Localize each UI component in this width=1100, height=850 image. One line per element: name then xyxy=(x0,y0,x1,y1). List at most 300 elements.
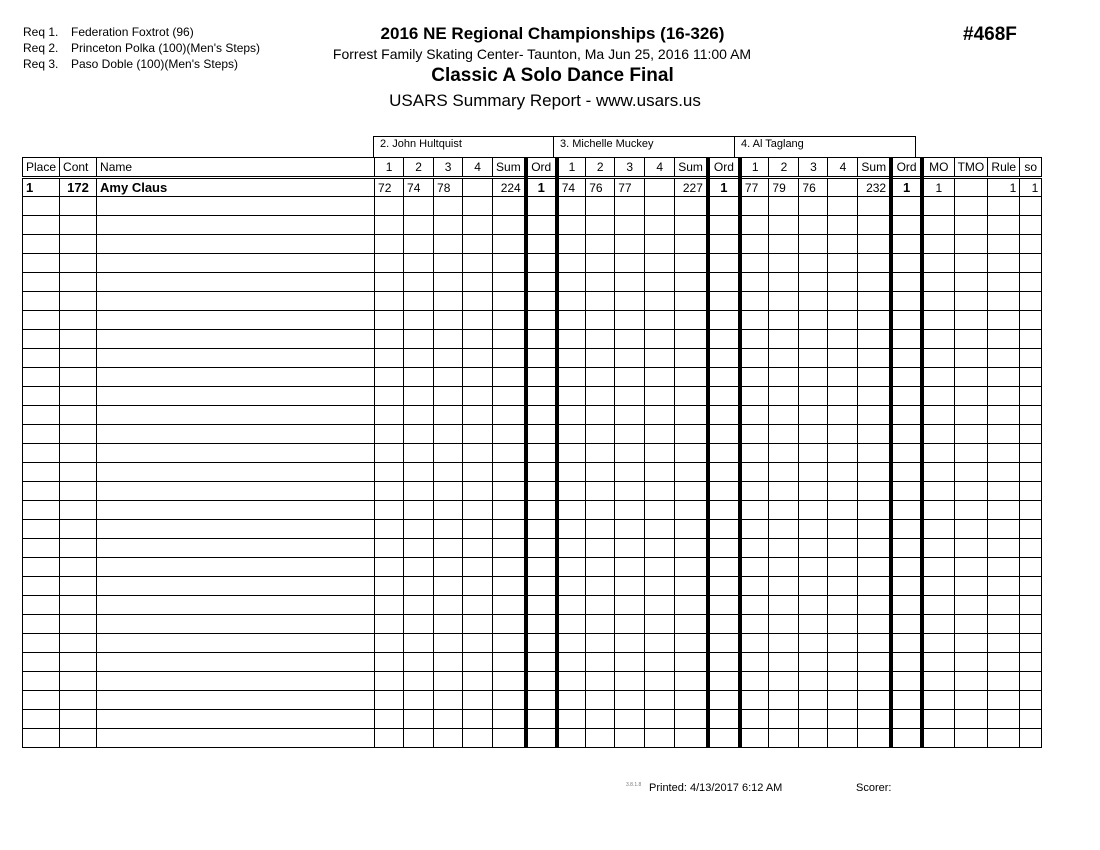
empty-cell xyxy=(434,520,463,539)
empty-cell xyxy=(828,520,858,539)
empty-cell xyxy=(922,653,954,672)
empty-cell xyxy=(463,444,493,463)
empty-cell xyxy=(615,672,645,691)
empty-cell xyxy=(434,615,463,634)
empty-cell xyxy=(434,691,463,710)
empty-cell xyxy=(675,387,708,406)
empty-cell xyxy=(97,520,375,539)
table-row xyxy=(23,178,1042,197)
empty-cell xyxy=(954,672,988,691)
empty-cell xyxy=(954,577,988,596)
empty-cell xyxy=(675,444,708,463)
empty-cell xyxy=(526,368,557,387)
empty-cell xyxy=(891,577,922,596)
header-j2-ord: Ord xyxy=(708,158,740,178)
header-tmo: TMO xyxy=(954,158,988,178)
empty-cell xyxy=(891,254,922,273)
empty-cell xyxy=(645,197,675,216)
empty-cell xyxy=(988,330,1020,349)
empty-cell xyxy=(799,596,828,615)
empty-cell xyxy=(988,463,1020,482)
empty-cell xyxy=(769,425,799,444)
empty-cell xyxy=(615,349,645,368)
empty-cell xyxy=(526,197,557,216)
empty-cell xyxy=(675,292,708,311)
empty-cell xyxy=(97,558,375,577)
empty-cell xyxy=(740,539,769,558)
empty-cell xyxy=(740,292,769,311)
empty-cell xyxy=(586,577,615,596)
empty-cell xyxy=(404,539,434,558)
empty-cell xyxy=(708,577,740,596)
empty-cell xyxy=(434,292,463,311)
empty-cell xyxy=(615,539,645,558)
empty-cell xyxy=(493,197,526,216)
empty-cell xyxy=(675,710,708,729)
empty-cell xyxy=(434,653,463,672)
empty-cell xyxy=(1020,444,1042,463)
empty-cell xyxy=(922,425,954,444)
empty-cell xyxy=(675,539,708,558)
empty-cell xyxy=(769,672,799,691)
header-name: Name xyxy=(97,158,375,178)
empty-cell xyxy=(526,482,557,501)
empty-cell xyxy=(463,501,493,520)
so-cell: 1 xyxy=(1020,178,1042,197)
empty-cell xyxy=(858,216,891,235)
empty-table-row xyxy=(23,710,1042,729)
empty-cell xyxy=(645,539,675,558)
empty-cell xyxy=(526,729,557,748)
empty-cell xyxy=(645,691,675,710)
empty-cell xyxy=(645,558,675,577)
empty-cell xyxy=(988,558,1020,577)
empty-cell xyxy=(708,197,740,216)
empty-cell xyxy=(645,216,675,235)
empty-cell xyxy=(23,710,60,729)
empty-cell xyxy=(463,254,493,273)
empty-cell xyxy=(769,273,799,292)
j3-score-1: 77 xyxy=(740,178,769,197)
empty-cell xyxy=(557,292,586,311)
empty-cell xyxy=(493,292,526,311)
empty-cell xyxy=(615,710,645,729)
empty-cell xyxy=(645,501,675,520)
empty-cell xyxy=(463,216,493,235)
header-j3-4: 4 xyxy=(828,158,858,178)
empty-cell xyxy=(891,444,922,463)
empty-cell xyxy=(23,425,60,444)
empty-cell xyxy=(858,653,891,672)
empty-cell xyxy=(891,311,922,330)
empty-cell xyxy=(891,197,922,216)
empty-cell xyxy=(1020,292,1042,311)
empty-cell xyxy=(675,330,708,349)
empty-cell xyxy=(740,311,769,330)
empty-cell xyxy=(954,444,988,463)
empty-cell xyxy=(769,596,799,615)
empty-cell xyxy=(557,235,586,254)
empty-cell xyxy=(23,387,60,406)
empty-cell xyxy=(675,615,708,634)
empty-cell xyxy=(858,406,891,425)
requirement-text: Paso Doble (100)(Men's Steps) xyxy=(71,57,239,71)
empty-cell xyxy=(557,425,586,444)
empty-cell xyxy=(463,311,493,330)
empty-cell xyxy=(740,691,769,710)
empty-cell xyxy=(586,482,615,501)
requirement-number: Req 1. xyxy=(23,25,59,39)
empty-cell xyxy=(922,292,954,311)
empty-cell xyxy=(23,482,60,501)
empty-cell xyxy=(375,197,404,216)
empty-cell xyxy=(586,292,615,311)
empty-cell xyxy=(434,330,463,349)
header-rule: Rule xyxy=(988,158,1020,178)
empty-cell xyxy=(526,330,557,349)
empty-cell xyxy=(922,501,954,520)
empty-cell xyxy=(988,501,1020,520)
empty-cell xyxy=(769,292,799,311)
empty-cell xyxy=(586,254,615,273)
empty-table-row xyxy=(23,634,1042,653)
empty-cell xyxy=(23,691,60,710)
empty-cell xyxy=(1020,539,1042,558)
empty-cell xyxy=(434,444,463,463)
empty-cell xyxy=(922,577,954,596)
empty-cell xyxy=(60,273,97,292)
empty-cell xyxy=(922,254,954,273)
empty-cell xyxy=(799,197,828,216)
empty-cell xyxy=(60,330,97,349)
header-j1-2: 2 xyxy=(404,158,434,178)
header-j3-1: 1 xyxy=(740,158,769,178)
empty-cell xyxy=(922,368,954,387)
empty-cell xyxy=(615,691,645,710)
cont-cell: 172 xyxy=(60,178,97,197)
empty-cell xyxy=(828,273,858,292)
empty-cell xyxy=(97,710,375,729)
empty-cell xyxy=(988,292,1020,311)
empty-cell xyxy=(954,311,988,330)
empty-cell xyxy=(97,691,375,710)
empty-cell xyxy=(434,539,463,558)
empty-cell xyxy=(858,596,891,615)
empty-cell xyxy=(1020,425,1042,444)
empty-cell xyxy=(828,387,858,406)
empty-cell xyxy=(97,577,375,596)
empty-cell xyxy=(557,254,586,273)
empty-cell xyxy=(586,444,615,463)
empty-cell xyxy=(645,463,675,482)
empty-cell xyxy=(828,349,858,368)
empty-cell xyxy=(891,634,922,653)
empty-cell xyxy=(23,406,60,425)
empty-cell xyxy=(97,387,375,406)
empty-cell xyxy=(23,729,60,748)
empty-cell xyxy=(97,501,375,520)
empty-cell xyxy=(23,197,60,216)
empty-cell xyxy=(557,691,586,710)
empty-cell xyxy=(404,634,434,653)
empty-cell xyxy=(799,311,828,330)
empty-cell xyxy=(526,425,557,444)
empty-cell xyxy=(375,615,404,634)
empty-cell xyxy=(988,653,1020,672)
empty-cell xyxy=(493,311,526,330)
empty-cell xyxy=(645,368,675,387)
empty-cell xyxy=(375,349,404,368)
empty-cell xyxy=(708,634,740,653)
empty-cell xyxy=(954,406,988,425)
empty-cell xyxy=(675,235,708,254)
empty-cell xyxy=(922,406,954,425)
empty-cell xyxy=(954,387,988,406)
empty-cell xyxy=(586,691,615,710)
empty-cell xyxy=(769,539,799,558)
empty-cell xyxy=(922,311,954,330)
empty-cell xyxy=(404,197,434,216)
empty-cell xyxy=(954,292,988,311)
results-table xyxy=(22,157,1042,748)
empty-cell xyxy=(97,235,375,254)
empty-cell xyxy=(675,501,708,520)
empty-cell xyxy=(97,254,375,273)
empty-cell xyxy=(404,444,434,463)
empty-cell xyxy=(404,653,434,672)
empty-cell xyxy=(891,349,922,368)
empty-cell xyxy=(740,425,769,444)
empty-cell xyxy=(463,406,493,425)
empty-cell xyxy=(463,463,493,482)
empty-cell xyxy=(799,653,828,672)
j1-ord: 1 xyxy=(526,178,557,197)
header-mo: MO xyxy=(922,158,954,178)
empty-cell xyxy=(60,615,97,634)
empty-cell xyxy=(23,292,60,311)
empty-cell xyxy=(858,463,891,482)
empty-table-row xyxy=(23,406,1042,425)
empty-cell xyxy=(1020,558,1042,577)
empty-cell xyxy=(557,311,586,330)
empty-cell xyxy=(799,691,828,710)
empty-cell xyxy=(60,634,97,653)
empty-cell xyxy=(769,197,799,216)
empty-cell xyxy=(828,330,858,349)
empty-cell xyxy=(60,368,97,387)
empty-cell xyxy=(1020,615,1042,634)
empty-cell xyxy=(922,596,954,615)
empty-cell xyxy=(493,482,526,501)
empty-cell xyxy=(988,577,1020,596)
empty-cell xyxy=(557,615,586,634)
empty-cell xyxy=(586,539,615,558)
empty-cell xyxy=(434,634,463,653)
empty-cell xyxy=(557,482,586,501)
empty-cell xyxy=(988,482,1020,501)
empty-cell xyxy=(799,539,828,558)
empty-cell xyxy=(828,577,858,596)
empty-cell xyxy=(375,710,404,729)
empty-cell xyxy=(1020,235,1042,254)
header-j1-3: 3 xyxy=(434,158,463,178)
empty-cell xyxy=(1020,387,1042,406)
empty-cell xyxy=(493,216,526,235)
empty-cell xyxy=(557,368,586,387)
empty-cell xyxy=(615,425,645,444)
empty-cell xyxy=(645,710,675,729)
empty-cell xyxy=(463,558,493,577)
empty-cell xyxy=(988,672,1020,691)
empty-cell xyxy=(615,330,645,349)
empty-cell xyxy=(675,634,708,653)
empty-cell xyxy=(23,463,60,482)
empty-cell xyxy=(493,520,526,539)
empty-cell xyxy=(97,197,375,216)
j2-score-4 xyxy=(645,178,675,197)
empty-cell xyxy=(23,444,60,463)
empty-cell xyxy=(97,368,375,387)
empty-cell xyxy=(557,729,586,748)
empty-cell xyxy=(708,729,740,748)
header-j1-sum: Sum xyxy=(493,158,526,178)
scorer-label: Scorer: xyxy=(856,782,892,794)
empty-cell xyxy=(799,729,828,748)
empty-cell xyxy=(375,520,404,539)
empty-cell xyxy=(60,729,97,748)
empty-table-row xyxy=(23,463,1042,482)
empty-cell xyxy=(988,520,1020,539)
empty-cell xyxy=(586,235,615,254)
empty-cell xyxy=(60,235,97,254)
empty-cell xyxy=(375,653,404,672)
empty-cell xyxy=(1020,368,1042,387)
empty-cell xyxy=(675,368,708,387)
empty-cell xyxy=(740,368,769,387)
empty-cell xyxy=(23,539,60,558)
empty-cell xyxy=(891,501,922,520)
empty-cell xyxy=(375,216,404,235)
empty-cell xyxy=(615,501,645,520)
empty-cell xyxy=(799,482,828,501)
empty-cell xyxy=(526,596,557,615)
empty-cell xyxy=(922,235,954,254)
empty-cell xyxy=(434,368,463,387)
empty-cell xyxy=(586,311,615,330)
empty-cell xyxy=(740,615,769,634)
empty-cell xyxy=(769,216,799,235)
empty-cell xyxy=(404,501,434,520)
empty-cell xyxy=(404,235,434,254)
empty-cell xyxy=(493,425,526,444)
empty-table-row xyxy=(23,444,1042,463)
empty-table-row xyxy=(23,577,1042,596)
empty-cell xyxy=(769,349,799,368)
j3-ord: 1 xyxy=(891,178,922,197)
empty-cell xyxy=(404,710,434,729)
empty-cell xyxy=(891,558,922,577)
empty-cell xyxy=(740,729,769,748)
header-j2-1: 1 xyxy=(557,158,586,178)
empty-cell xyxy=(769,368,799,387)
empty-cell xyxy=(740,558,769,577)
empty-table-row xyxy=(23,330,1042,349)
empty-cell xyxy=(463,235,493,254)
empty-cell xyxy=(434,311,463,330)
empty-cell xyxy=(404,254,434,273)
empty-cell xyxy=(708,653,740,672)
empty-cell xyxy=(988,710,1020,729)
competition-title: 2016 NE Regional Championships (16-326) xyxy=(380,24,725,43)
empty-table-row xyxy=(23,691,1042,710)
empty-rows xyxy=(23,197,1042,748)
empty-cell xyxy=(954,729,988,748)
empty-cell xyxy=(463,729,493,748)
empty-cell xyxy=(954,501,988,520)
empty-cell xyxy=(828,292,858,311)
empty-cell xyxy=(740,520,769,539)
empty-cell xyxy=(493,691,526,710)
empty-table-row xyxy=(23,653,1042,672)
empty-cell xyxy=(858,368,891,387)
empty-cell xyxy=(375,235,404,254)
empty-cell xyxy=(769,653,799,672)
empty-cell xyxy=(586,634,615,653)
empty-cell xyxy=(645,482,675,501)
empty-table-row xyxy=(23,311,1042,330)
empty-cell xyxy=(740,387,769,406)
empty-cell xyxy=(60,520,97,539)
j1-score-4 xyxy=(463,178,493,197)
empty-cell xyxy=(404,672,434,691)
empty-cell xyxy=(828,501,858,520)
empty-cell xyxy=(434,216,463,235)
empty-cell xyxy=(404,311,434,330)
empty-table-row xyxy=(23,729,1042,748)
empty-cell xyxy=(557,273,586,292)
empty-cell xyxy=(988,254,1020,273)
empty-cell xyxy=(375,330,404,349)
empty-cell xyxy=(557,672,586,691)
empty-cell xyxy=(740,444,769,463)
empty-cell xyxy=(615,520,645,539)
empty-table-row xyxy=(23,254,1042,273)
empty-cell xyxy=(493,577,526,596)
empty-cell xyxy=(799,235,828,254)
empty-cell xyxy=(740,406,769,425)
empty-cell xyxy=(493,368,526,387)
empty-cell xyxy=(615,254,645,273)
empty-cell xyxy=(954,539,988,558)
empty-cell xyxy=(828,463,858,482)
empty-cell xyxy=(60,444,97,463)
empty-cell xyxy=(769,311,799,330)
empty-cell xyxy=(799,615,828,634)
empty-cell xyxy=(615,197,645,216)
empty-cell xyxy=(1020,197,1042,216)
empty-cell xyxy=(404,520,434,539)
empty-cell xyxy=(615,558,645,577)
empty-cell xyxy=(615,729,645,748)
empty-cell xyxy=(954,216,988,235)
empty-cell xyxy=(586,273,615,292)
empty-cell xyxy=(375,501,404,520)
empty-cell xyxy=(375,558,404,577)
empty-cell xyxy=(675,406,708,425)
empty-cell xyxy=(708,406,740,425)
empty-cell xyxy=(922,463,954,482)
empty-cell xyxy=(463,368,493,387)
